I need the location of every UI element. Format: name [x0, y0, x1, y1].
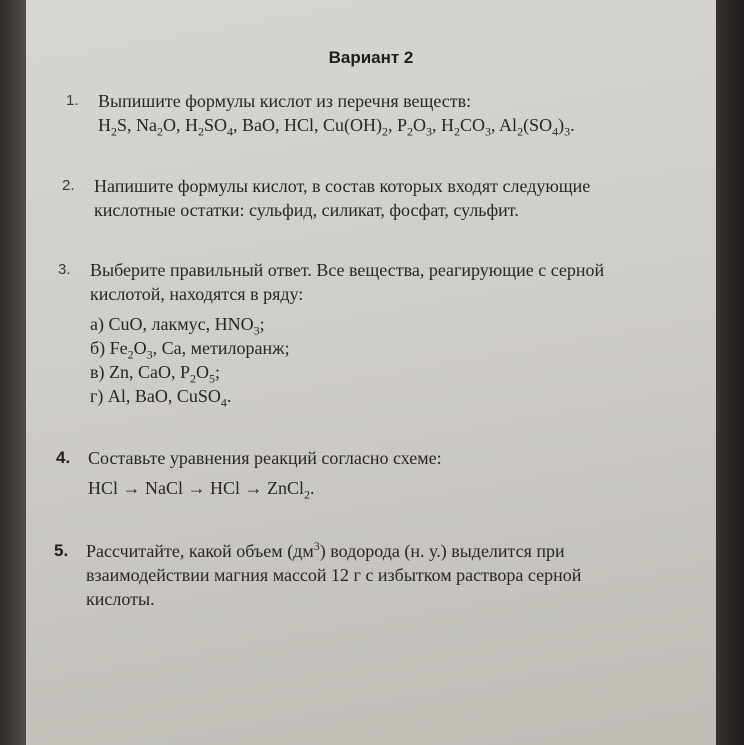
task-4: [56, 446, 442, 502]
task-5-line-3: кислоты.: [86, 589, 155, 609]
task-4-text: Составьте уравнения реакций согласно схеме:: [88, 448, 442, 468]
task-3: [58, 258, 605, 410]
task-4-number: 4.: [56, 448, 71, 467]
task-3-number: 3.: [58, 261, 71, 278]
task-3-option-b: б) $Fe_2O_3$, Ca, метилоранж;: [90, 338, 290, 362]
task-1-text: Выпишите формулы кислот из перечня веществ:: [98, 91, 472, 111]
task-3-option-a: а) CuO, лакмус, $HNO_3$;: [90, 314, 265, 338]
task-2-number: 2.: [62, 177, 75, 194]
task-4-scheme: HCl → NaCl → HCl → ZnCl$_2$.: [88, 478, 315, 502]
textbook-page: [26, 0, 716, 745]
task-2-line-1: Напишите формулы кислот, в состав которых входят следующие: [94, 176, 591, 196]
task-3-line-1: Выберите правильный ответ. Все вещества, реагирующие с серной: [90, 260, 605, 280]
task-3-option-d: г) Al, BaO, CuSO$_4$.: [90, 386, 232, 410]
task-1: [66, 89, 575, 139]
task-5-line-1: Рассчитайте, какой объем $(дм^3)$ водорода (н. у.) выделится при: [86, 539, 565, 561]
task-1-number: 1.: [66, 92, 79, 109]
task-5: [54, 539, 582, 611]
task-3-option-c: в) Zn, CaO, $P_2O_5$;: [90, 362, 221, 386]
task-3-line-2: кислотой, находятся в ряду:: [90, 284, 304, 304]
task-1-substances: $H_2S$, $Na_2O$, $H_2SO_4$, BaO, HCl, $Cu(OH)_2$, $P_2O_3$, $H_2CO_3$, $Al_2(SO_4)_3$.: [98, 115, 575, 139]
task-5-number: 5.: [54, 541, 69, 560]
task-2: [62, 174, 591, 222]
task-2-line-2: кислотные остатки: сульфид, силикат, фосфат, сульфит.: [94, 200, 519, 220]
task-5-line-2: взаимодействии магния массой 12 г с избытком раствора серной: [86, 565, 582, 585]
variant-title: Вариант 2: [328, 48, 414, 67]
book-edge-right: [712, 0, 744, 745]
